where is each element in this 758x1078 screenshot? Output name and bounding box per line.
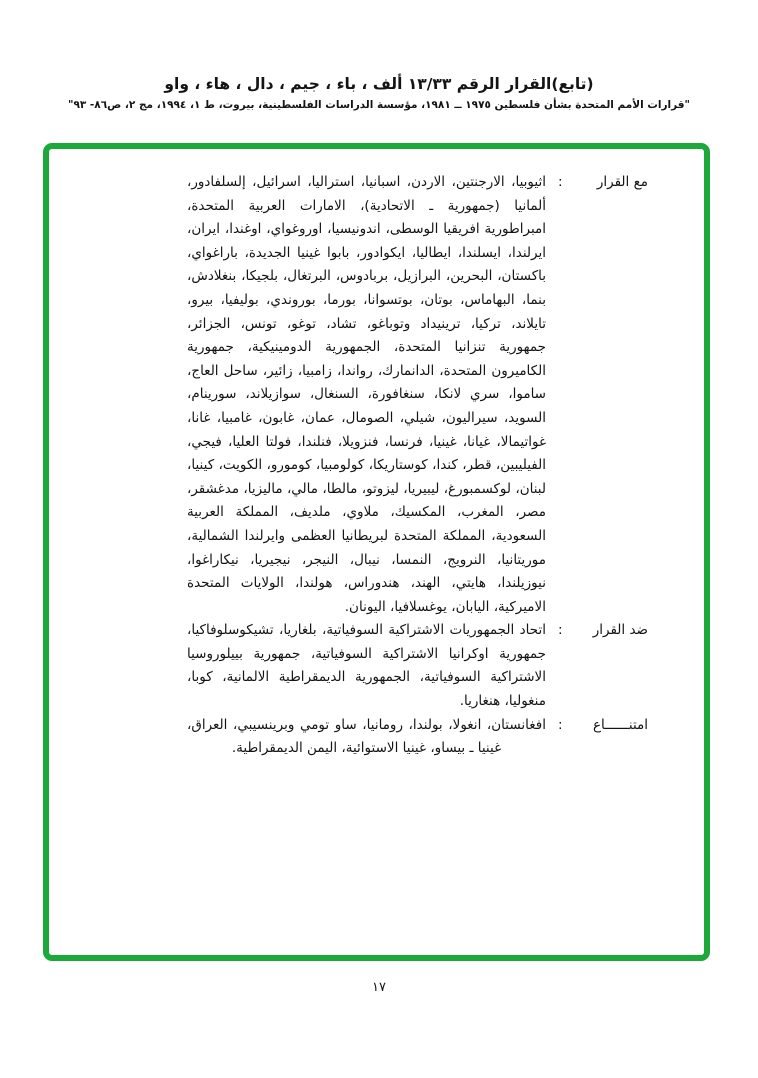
green-content-frame: [43, 143, 710, 961]
vote-label-abstain-colon: :: [558, 716, 563, 733]
vote-label-against-text: ضد القرار: [592, 622, 648, 639]
vote-section-against-resolution: [187, 619, 648, 713]
vote-section-abstain: [187, 714, 648, 761]
vote-countries-against: اتحاد الجمهوريات الاشتراكية السوفياتية، بلغاريا، تشيكوسلوفاكيا، جمهورية اوكرانيا الاشتراكية السوفياتية، جمهورية بييلوروسيا الاشتراكية السوفياتية، الجمهورية الديمقراطية الالمانية، كوبا، منغوليا، هنغاريا.: [187, 622, 546, 710]
vote-label-abstain-text: امتنــــــاع: [592, 716, 648, 733]
vote-label-against-colon: :: [558, 622, 563, 639]
vote-label-with-colon: :: [558, 174, 563, 190]
vote-countries-with: اثيوبيا، الارجنتين، الاردن، اسبانيا، استراليا، اسرائيل، إلسلفادور، ألمانيا (جمهورية ـ الاتحادية)، الامارات العربية المتحدة، امبراطورية افريقيا الوسطى، اندونيسيا، اوروغواي، اوغندا، ايران، ايرلندا، ايسلندا، ايطاليا، ايكوادور، بابوا غينيا الجديدة، باراغواي، باكستان، البحرين، البرازيل، بربادوس، البرتغال، بلجيكا، بنغلادش، بنما، البهاماس، بوتان، بوتسوانا، بورما، بوروندي، بوليفيا، بيرو، تايلاند، تركيا، ترينيداد وتوباغو، تشاد، توغو، تونس، الجزائر، جمهورية تنزانيا المتحدة، الجمهورية الدومينيكية، جمهورية الكاميرون المتحدة، الدانمارك، رواندا، زامبيا، زائير، ساحل العاج، ساموا، سري لانكا، سنغافورة، السنغال، سوازيلاند، سورينام، السويد، سيراليون، شيلي، الصومال، عمان، غابون، غامبيا، غانا، غواتيمالا، غيانا، غينيا، فرنسا، فنزويلا، فنلندا، فولتا العليا، فيجي، الفيليبين، قطر، كندا، كوستاريكا، كولومبيا، كومورو، الكويت، كينيا، لبنان، لوكسمبورغ، ليبيريا، ليزوتو، مالطا، مالي، ماليزيا، مدغشقر، مصر، المغرب، المكسيك، ملاوي، ملديف، المملكة العربية السعودية، المملكة المتحدة لبريطانيا العظمى وايرلندا الشمالية، موريتانيا، النرويج، النمسا، نيبال، النيجر، نيجيريا، نيكاراغوا، نيوزيلندا، هايتي، الهند، هندوراس، هولندا، الولايات المتحدة الاميركية، اليابان، يوغسلافيا، اليونان.: [187, 174, 546, 615]
document-header: [0, 74, 758, 112]
vote-listing: [49, 149, 704, 761]
vote-countries-abstain: افغانستان، انغولا، بولندا، رومانيا، ساو تومي وبرينسيبي، العراق، غينيا ـ بيساو، غينيا الاستوائية، اليمن الديمقراطية.: [187, 716, 546, 757]
source-citation: "قرارات الأمم المتحدة بشأن فلسطين ١٩٧٥ ــ ١٩٨١، مؤسسة الدراسات الفلسطينية، بيروت، ط ١، ١٩٩٤، مج ٢، ص٨٦- ٩٣": [67, 99, 691, 111]
vote-section-with-resolution: [187, 171, 648, 619]
page-title: (تابع)القرار الرقم ١٣/٣٣ ألف ، باء ، جيم ، دال ، هاء ، واو: [164, 75, 594, 93]
page-number: ١٧: [372, 980, 386, 995]
vote-label-with-text: مع القرار: [596, 174, 648, 190]
vote-label-against: [558, 619, 648, 643]
vote-label-with: [558, 171, 648, 195]
vote-label-abstain: [558, 714, 648, 738]
